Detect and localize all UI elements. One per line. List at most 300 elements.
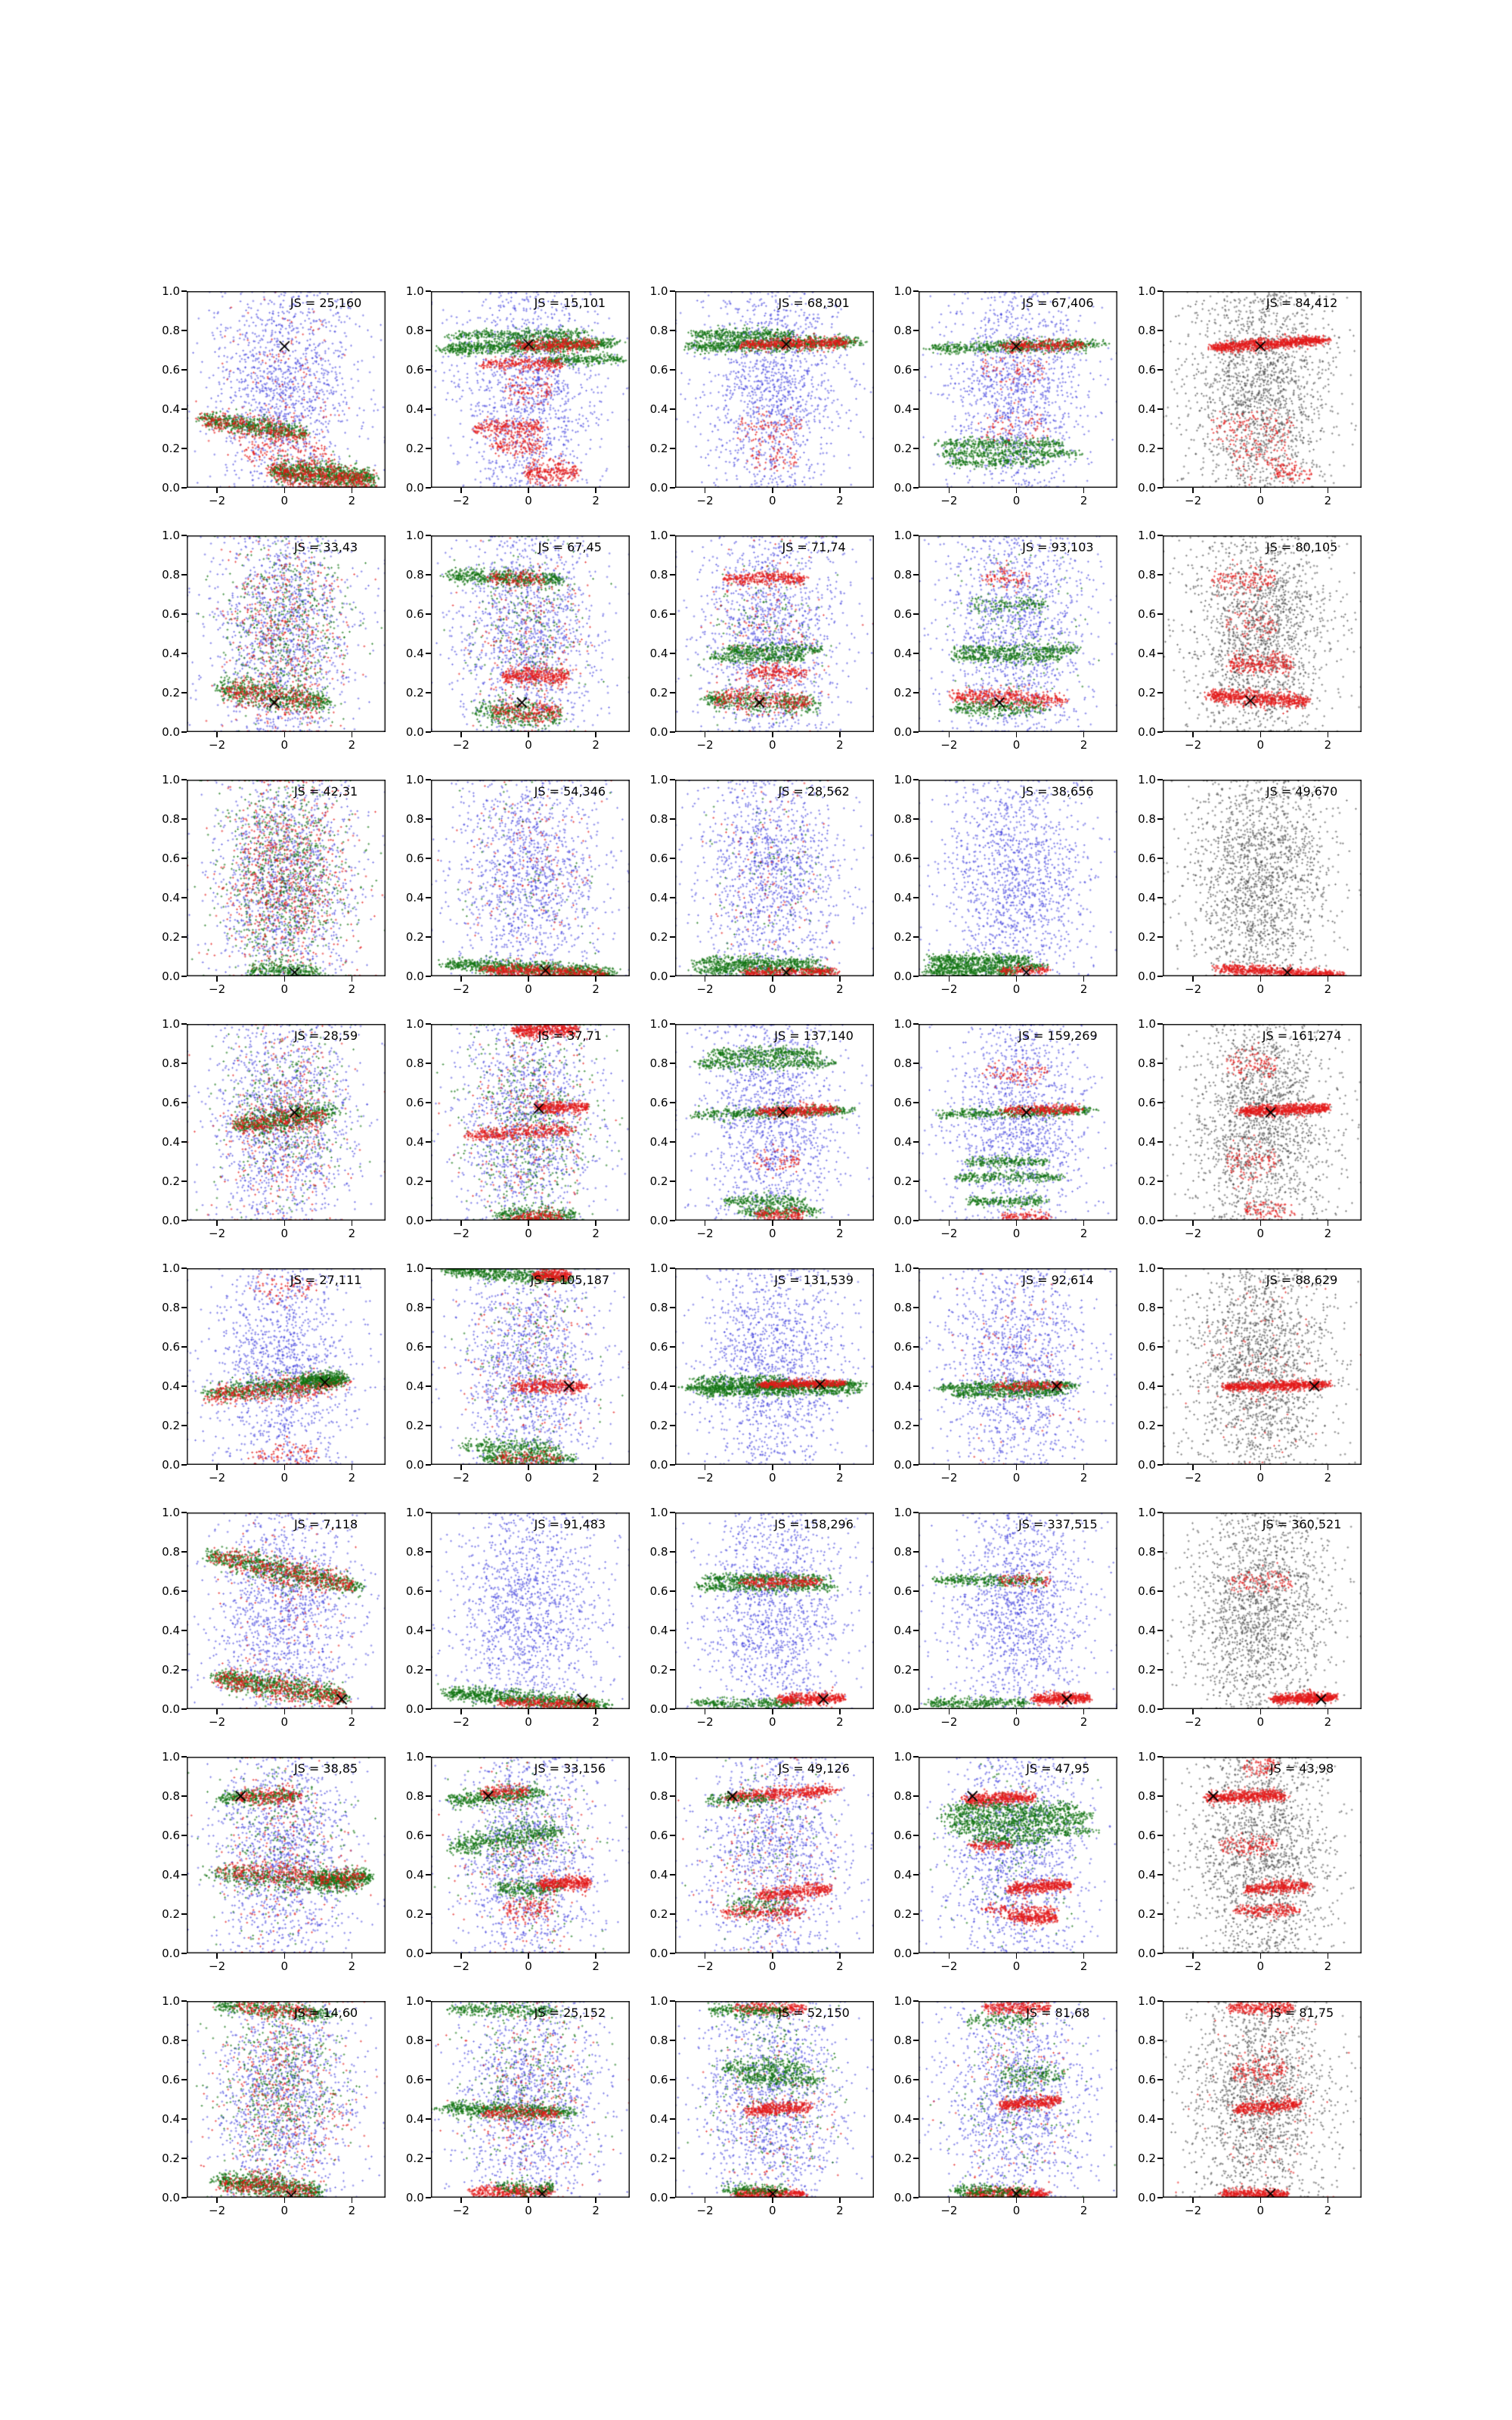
x-tick-label: 0 [1256, 1227, 1265, 1240]
y-tick-mark [181, 1102, 187, 1103]
x-tick-label: 2 [1324, 982, 1332, 996]
x-tick-label: −2 [696, 738, 714, 752]
x-tick-label: 2 [836, 1959, 844, 1973]
y-tick-label: 0.4 [162, 890, 180, 904]
y-tick-mark [913, 1425, 919, 1426]
js-divergence-label: JS = 33,156 [534, 1761, 606, 1776]
y-tick-label: 0.4 [1138, 646, 1156, 660]
y-tick-mark [670, 936, 675, 938]
y-tick-mark [181, 2158, 187, 2159]
x-tick-mark [1260, 2198, 1262, 2203]
js-divergence-label: JS = 7,118 [293, 1517, 358, 1531]
x-tick-mark [949, 1221, 950, 1226]
y-tick-label: 0.8 [405, 2033, 424, 2047]
y-tick-mark [1157, 1141, 1163, 1143]
y-tick-label: 1.0 [162, 1261, 180, 1275]
x-tick-label: 0 [1012, 1715, 1021, 1729]
x-tick-label: −2 [940, 2204, 958, 2217]
y-tick-mark [913, 1551, 919, 1553]
x-tick-mark [1260, 1709, 1262, 1714]
x-tick-mark [949, 488, 950, 493]
x-tick-label: 2 [1324, 738, 1332, 752]
x-tick-label: −2 [209, 2204, 226, 2217]
y-tick-label: 1.0 [1138, 1261, 1156, 1275]
subplot-r6c4 [894, 1505, 1117, 1729]
y-tick-label: 0.6 [894, 1095, 912, 1109]
y-tick-mark [181, 1307, 187, 1308]
y-tick-label: 0.0 [405, 969, 424, 983]
x-tick-label: 0 [768, 2204, 776, 2217]
scatter-canvas [1163, 780, 1362, 976]
y-tick-mark [181, 1874, 187, 1876]
x-tick-mark [1260, 976, 1262, 982]
y-tick-mark [181, 976, 187, 977]
x-tick-label: 0 [280, 1715, 289, 1729]
y-tick-label: 0.4 [894, 402, 912, 416]
y-tick-label: 0.6 [1138, 851, 1156, 865]
subplot-r3c5 [1138, 772, 1362, 996]
x-tick-mark [1260, 1465, 1262, 1470]
y-tick-label: 0.8 [649, 1544, 668, 1559]
scatter-canvas [1163, 2001, 1362, 2198]
y-tick-label: 0.4 [1138, 2111, 1156, 2126]
y-tick-mark [670, 976, 675, 977]
x-tick-mark [705, 1709, 706, 1714]
js-divergence-label: JS = 43,98 [1269, 1761, 1334, 1776]
y-tick-mark [181, 408, 187, 410]
x-tick-label: 0 [1256, 1715, 1265, 1729]
y-tick-label: 0.2 [649, 2151, 668, 2165]
x-tick-mark [528, 2198, 529, 2203]
y-tick-label: 0.2 [1138, 929, 1156, 944]
y-tick-mark [913, 1346, 919, 1348]
y-tick-mark [670, 408, 675, 410]
y-tick-mark [426, 897, 431, 898]
y-tick-label: 1.0 [162, 284, 180, 298]
y-tick-label: 0.8 [405, 323, 424, 337]
y-tick-mark [181, 2040, 187, 2041]
y-tick-label: 0.4 [894, 646, 912, 660]
x-tick-mark [1083, 732, 1085, 737]
x-tick-label: 0 [525, 1959, 532, 1973]
x-tick-label: 2 [348, 2204, 356, 2217]
y-tick-label: 1.0 [894, 528, 912, 542]
y-tick-mark [670, 1708, 675, 1710]
js-divergence-label: JS = 71,74 [782, 540, 846, 554]
scatter-canvas [431, 1512, 630, 1709]
js-divergence-label: JS = 337,515 [1018, 1517, 1098, 1531]
y-tick-mark [426, 1141, 431, 1143]
scatter-canvas [1163, 1268, 1362, 1465]
subplot-r4c4 [894, 1016, 1117, 1240]
js-divergence-label: JS = 137,140 [774, 1028, 854, 1043]
x-tick-label: 0 [1012, 1959, 1021, 1973]
x-tick-mark [460, 732, 462, 737]
y-tick-mark [913, 2118, 919, 2120]
y-tick-mark [1157, 574, 1163, 576]
y-tick-label: 0.8 [162, 1789, 180, 1803]
x-tick-label: −2 [696, 1471, 714, 1485]
x-tick-label: −2 [452, 982, 469, 996]
x-tick-mark [705, 1221, 706, 1226]
y-tick-label: 0.6 [162, 1095, 180, 1109]
y-tick-label: 0.6 [894, 362, 912, 377]
y-tick-label: 0.6 [1138, 1584, 1156, 1598]
y-tick-label: 0.6 [894, 607, 912, 621]
y-tick-label: 0.8 [1138, 1056, 1156, 1070]
y-tick-label: 0.2 [405, 1662, 424, 1677]
y-tick-label: 0.8 [1138, 811, 1156, 826]
y-tick-mark [670, 2079, 675, 2080]
x-tick-label: 2 [836, 1715, 844, 1729]
y-tick-label: 0.0 [894, 1213, 912, 1227]
y-tick-label: 0.4 [405, 646, 424, 660]
x-tick-label: −2 [209, 1715, 226, 1729]
x-tick-label: 0 [1256, 1471, 1265, 1485]
x-tick-mark [1328, 1465, 1329, 1470]
y-tick-label: 0.6 [649, 1339, 668, 1354]
y-tick-mark [1157, 653, 1163, 654]
y-tick-mark [1157, 1795, 1163, 1797]
y-tick-mark [181, 1913, 187, 1915]
x-tick-mark [528, 1465, 529, 1470]
y-tick-mark [913, 369, 919, 371]
x-tick-label: 0 [280, 2204, 289, 2217]
subplot-r7c3 [649, 1749, 874, 1973]
x-tick-label: −2 [940, 1227, 958, 1240]
x-tick-mark [772, 1465, 773, 1470]
scatter-canvas [675, 291, 874, 488]
x-tick-mark [528, 488, 529, 493]
subplot-r6c5 [1138, 1505, 1362, 1729]
x-tick-mark [1328, 976, 1329, 982]
y-tick-label: 1.0 [1138, 284, 1156, 298]
y-tick-label: 0.0 [649, 1457, 668, 1472]
x-tick-label: 0 [768, 982, 776, 996]
x-tick-mark [352, 1465, 353, 1470]
y-tick-label: 0.2 [649, 1907, 668, 1921]
js-divergence-label: JS = 105,187 [530, 1273, 610, 1287]
x-tick-mark [595, 976, 596, 982]
subplot-r5c5 [1138, 1261, 1362, 1485]
scatter-canvas [1163, 1512, 1362, 1709]
subplot-r3c3 [649, 772, 874, 996]
y-tick-label: 0.2 [405, 2151, 424, 2165]
x-tick-label: 2 [348, 1471, 356, 1485]
y-tick-mark [1157, 1267, 1163, 1269]
y-tick-mark [913, 1756, 919, 1758]
y-tick-label: 0.8 [162, 1544, 180, 1559]
x-tick-label: −2 [209, 1471, 226, 1485]
y-tick-mark [670, 1756, 675, 1758]
subplot-r8c1 [162, 1993, 386, 2217]
scatter-canvas [431, 291, 630, 488]
x-tick-mark [1016, 1709, 1018, 1714]
y-tick-mark [181, 1512, 187, 1513]
y-tick-label: 0.0 [649, 1946, 668, 1960]
y-tick-mark [426, 1063, 431, 1064]
y-tick-mark [670, 1023, 675, 1025]
y-tick-label: 0.2 [894, 1418, 912, 1432]
x-tick-mark [284, 1953, 286, 1959]
y-tick-label: 1.0 [649, 1749, 668, 1764]
y-tick-label: 0.8 [649, 2033, 668, 2047]
x-tick-label: −2 [696, 1227, 714, 1240]
y-tick-mark [670, 1669, 675, 1671]
x-tick-label: 2 [836, 1471, 844, 1485]
scatter-canvas [675, 1512, 874, 1709]
y-tick-mark [913, 653, 919, 654]
y-tick-label: 1.0 [649, 1016, 668, 1031]
y-tick-label: 0.6 [162, 1339, 180, 1354]
y-tick-label: 1.0 [1138, 528, 1156, 542]
js-divergence-label: JS = 15,101 [534, 296, 606, 310]
scatter-canvas [1163, 291, 1362, 488]
y-tick-mark [913, 2079, 919, 2080]
y-tick-label: 0.6 [894, 1584, 912, 1598]
js-divergence-label: JS = 25,152 [534, 2006, 606, 2020]
y-tick-label: 1.0 [405, 772, 424, 786]
x-tick-mark [284, 2198, 286, 2203]
y-tick-label: 0.4 [162, 1867, 180, 1882]
y-tick-label: 0.2 [894, 1174, 912, 1188]
x-tick-label: 2 [1080, 2204, 1088, 2217]
y-tick-label: 0.0 [649, 480, 668, 495]
x-tick-mark [772, 488, 773, 493]
y-tick-label: 0.4 [405, 402, 424, 416]
y-tick-mark [670, 1512, 675, 1513]
y-tick-mark [670, 1913, 675, 1915]
y-tick-label: 0.8 [1138, 2033, 1156, 2047]
y-tick-mark [426, 1307, 431, 1308]
subplot-r1c1 [162, 284, 386, 507]
x-tick-mark [1083, 976, 1085, 982]
x-tick-label: 0 [1256, 494, 1265, 507]
y-tick-label: 1.0 [894, 1505, 912, 1519]
x-tick-label: −2 [452, 738, 469, 752]
x-tick-label: 0 [1256, 738, 1265, 752]
x-tick-mark [1016, 488, 1018, 493]
x-tick-label: 0 [1012, 982, 1021, 996]
y-tick-mark [670, 731, 675, 733]
y-tick-mark [670, 290, 675, 292]
x-tick-mark [216, 2198, 218, 2203]
y-tick-mark [670, 1630, 675, 1631]
y-tick-mark [426, 1181, 431, 1182]
y-tick-label: 0.8 [162, 323, 180, 337]
y-tick-mark [670, 1464, 675, 1466]
y-tick-mark [426, 535, 431, 536]
y-tick-mark [1157, 2079, 1163, 2080]
y-tick-label: 0.6 [162, 362, 180, 377]
y-tick-label: 0.8 [405, 1300, 424, 1314]
x-tick-mark [216, 1709, 218, 1714]
x-tick-mark [216, 1465, 218, 1470]
x-tick-mark [216, 1953, 218, 1959]
scatter-canvas [1163, 535, 1362, 732]
y-tick-label: 1.0 [162, 1505, 180, 1519]
js-divergence-label: JS = 158,296 [774, 1517, 854, 1531]
x-tick-mark [352, 1709, 353, 1714]
js-divergence-label: JS = 88,629 [1266, 1273, 1338, 1287]
x-tick-mark [839, 488, 841, 493]
x-tick-label: 2 [348, 1959, 356, 1973]
x-tick-label: 2 [1080, 1715, 1088, 1729]
x-tick-label: 2 [1324, 1715, 1332, 1729]
y-tick-mark [181, 1551, 187, 1553]
y-tick-mark [913, 1023, 919, 1025]
y-tick-mark [913, 1913, 919, 1915]
x-tick-label: 0 [280, 1471, 289, 1485]
y-tick-label: 0.8 [649, 323, 668, 337]
y-tick-mark [670, 1063, 675, 1064]
x-tick-label: 2 [836, 1227, 844, 1240]
y-tick-label: 0.4 [649, 646, 668, 660]
y-tick-mark [670, 1551, 675, 1553]
scatter-canvas [675, 780, 874, 976]
x-tick-label: −2 [452, 1471, 469, 1485]
y-tick-label: 0.4 [162, 1379, 180, 1393]
x-tick-mark [216, 976, 218, 982]
subplot-r7c4 [894, 1749, 1117, 1973]
y-tick-mark [181, 2000, 187, 2002]
y-tick-mark [670, 1141, 675, 1143]
y-tick-mark [426, 330, 431, 331]
y-tick-label: 0.2 [649, 685, 668, 700]
y-tick-label: 0.0 [649, 2190, 668, 2204]
x-tick-mark [1328, 488, 1329, 493]
js-divergence-label: JS = 93,103 [1022, 540, 1094, 554]
y-tick-label: 0.0 [649, 1213, 668, 1227]
scatter-canvas [187, 291, 386, 488]
y-tick-label: 0.0 [1138, 1213, 1156, 1227]
y-tick-mark [670, 1181, 675, 1182]
y-tick-label: 0.0 [649, 1702, 668, 1716]
y-tick-mark [181, 936, 187, 938]
y-tick-mark [181, 1756, 187, 1758]
y-tick-mark [670, 653, 675, 654]
y-tick-label: 0.8 [1138, 1544, 1156, 1559]
scatter-canvas [1163, 1757, 1362, 1953]
x-tick-mark [772, 1709, 773, 1714]
y-tick-mark [426, 653, 431, 654]
x-tick-mark [1260, 1953, 1262, 1959]
y-tick-label: 0.6 [405, 362, 424, 377]
y-tick-label: 0.6 [894, 2072, 912, 2086]
y-tick-mark [1157, 1346, 1163, 1348]
y-tick-label: 0.4 [649, 2111, 668, 2126]
y-tick-label: 0.6 [405, 2072, 424, 2086]
x-tick-label: 2 [348, 1227, 356, 1240]
x-tick-label: 2 [348, 982, 356, 996]
y-tick-label: 0.2 [1138, 1418, 1156, 1432]
js-divergence-label: JS = 25,160 [290, 296, 362, 310]
y-tick-mark [913, 1874, 919, 1876]
js-divergence-label: JS = 67,45 [538, 540, 602, 554]
subplot-r2c1 [162, 528, 386, 752]
y-tick-mark [670, 818, 675, 820]
y-tick-mark [1157, 1023, 1163, 1025]
x-tick-label: 2 [836, 738, 844, 752]
y-tick-label: 0.2 [162, 2151, 180, 2165]
subplot-r1c4 [894, 284, 1117, 507]
x-tick-mark [1083, 2198, 1085, 2203]
scatter-canvas [1163, 1024, 1362, 1221]
scatter-canvas [675, 535, 874, 732]
y-tick-label: 0.0 [405, 724, 424, 739]
subplot-r4c3 [649, 1016, 874, 1240]
scatter-canvas [919, 1512, 1117, 1709]
x-tick-mark [595, 1465, 596, 1470]
x-tick-mark [284, 976, 286, 982]
x-tick-mark [284, 1709, 286, 1714]
y-tick-mark [426, 2000, 431, 2002]
y-tick-mark [913, 1181, 919, 1182]
x-tick-mark [705, 488, 706, 493]
y-tick-mark [1157, 1874, 1163, 1876]
y-tick-mark [670, 574, 675, 576]
x-tick-label: 0 [525, 1471, 532, 1485]
subplot-r3c4 [894, 772, 1117, 996]
x-tick-label: 2 [1080, 738, 1088, 752]
scatter-canvas [675, 1024, 874, 1221]
x-tick-mark [839, 976, 841, 982]
y-tick-mark [181, 1953, 187, 1954]
y-tick-mark [670, 2197, 675, 2198]
scatter-canvas [431, 1268, 630, 1465]
y-tick-mark [1157, 1512, 1163, 1513]
y-tick-label: 0.6 [405, 1339, 424, 1354]
y-tick-label: 0.4 [894, 890, 912, 904]
x-tick-label: 0 [768, 1715, 776, 1729]
y-tick-mark [426, 613, 431, 615]
x-tick-mark [595, 488, 596, 493]
y-tick-label: 0.8 [162, 1300, 180, 1314]
y-tick-mark [1157, 1630, 1163, 1631]
y-tick-mark [913, 1512, 919, 1513]
x-tick-mark [1260, 732, 1262, 737]
y-tick-label: 0.8 [649, 1300, 668, 1314]
y-tick-label: 0.8 [405, 1544, 424, 1559]
js-divergence-label: JS = 131,539 [774, 1273, 854, 1287]
x-tick-mark [595, 2198, 596, 2203]
y-tick-label: 0.0 [162, 1946, 180, 1960]
y-tick-label: 0.4 [405, 1379, 424, 1393]
y-tick-label: 0.2 [649, 1662, 668, 1677]
y-tick-label: 0.6 [649, 1828, 668, 1842]
y-tick-mark [913, 1063, 919, 1064]
y-tick-label: 1.0 [894, 772, 912, 786]
x-tick-mark [352, 976, 353, 982]
x-tick-label: −2 [696, 494, 714, 507]
y-tick-mark [913, 936, 919, 938]
x-tick-mark [839, 1953, 841, 1959]
y-tick-mark [426, 448, 431, 449]
subplot-r7c1 [162, 1749, 386, 1973]
y-tick-mark [181, 330, 187, 331]
y-tick-label: 0.0 [405, 480, 424, 495]
y-tick-mark [426, 1630, 431, 1631]
x-tick-label: 0 [525, 2204, 532, 2217]
x-tick-mark [949, 1709, 950, 1714]
y-tick-label: 1.0 [405, 1749, 424, 1764]
y-tick-label: 0.2 [894, 441, 912, 455]
y-tick-label: 0.6 [649, 1584, 668, 1598]
y-tick-label: 0.4 [162, 2111, 180, 2126]
y-tick-mark [426, 290, 431, 292]
y-tick-label: 0.0 [405, 1457, 424, 1472]
x-tick-mark [1016, 1465, 1018, 1470]
